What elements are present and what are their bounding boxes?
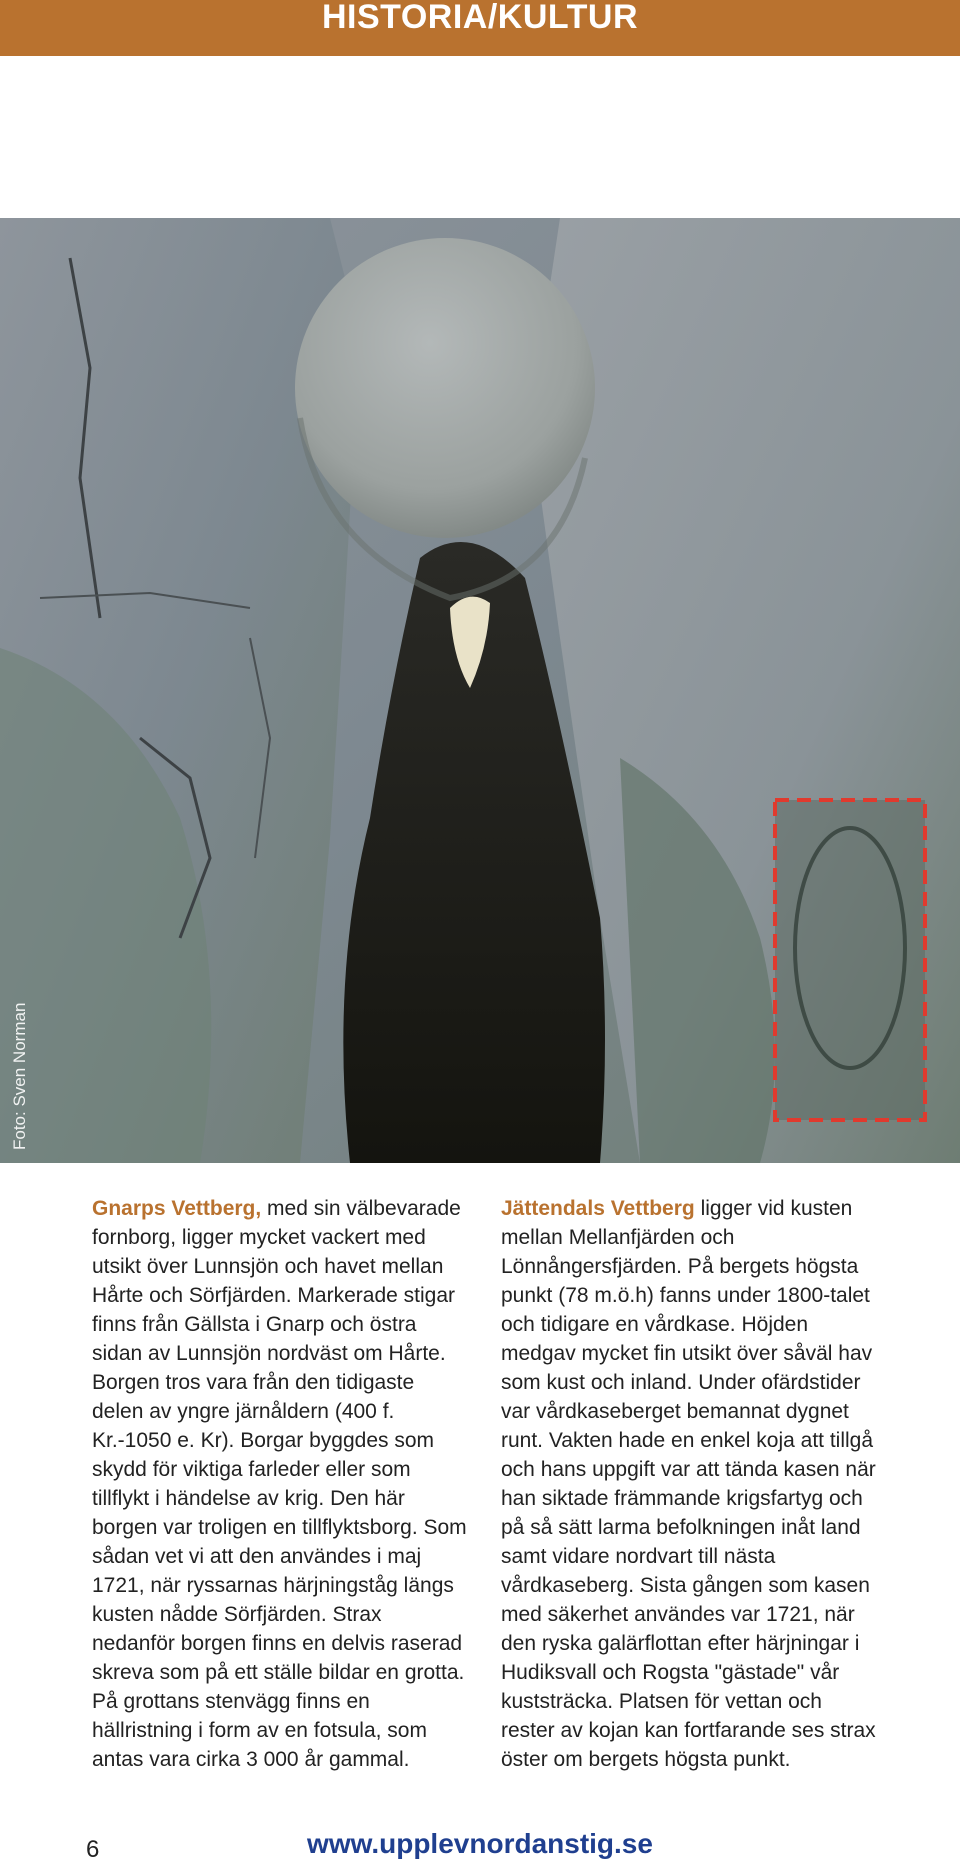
section-header xyxy=(0,0,960,56)
right-lead: Jättendals Vettberg xyxy=(501,1197,695,1220)
page-number: 6 xyxy=(86,1836,100,1863)
website-link[interactable]: www.upplevnordanstig.se xyxy=(307,1828,653,1859)
cave-illustration xyxy=(0,218,960,1163)
article-left xyxy=(92,1194,467,1774)
left-lead: Gnarps Vettberg, xyxy=(92,1197,262,1220)
right-body: ligger vid kusten mellan Mellanfjärden och Lönnångersfjärden. På bergets högsta punkt (78 m.ö.h) fanns under 1800-talet och tidigare en vårdkase. Höjden medgav mycket fin utsikt över såväl hav som kust och inland. Under ofärdstider var vårdkaseberget bemannat dygnet runt. Vakten hade en enkel koja att tillgå och hans uppgift var att tända kasen när han siktade främmande krigsfartyg och på så sätt larma befolkningen inåt land samt vidare nordvart till nästa vårdkaseberg. Sista gången som kasen med säkerhet användes var 1721, när den ryska galärflottan efter härjningar i Hudiksvall och Rogsta "gästade" vår kuststräcka. Platsen för vettan och rester av kojan kan fortfarande ses strax öster om bergets högsta punkt. xyxy=(501,1197,876,1771)
cave-photo xyxy=(0,218,960,1163)
section-title: HISTORIA/KULTUR xyxy=(321,0,638,36)
left-body: med sin välbevarade fornborg, ligger mycket vackert med utsikt över Lunnsjön och havet mellan Hårte och Sörfjärden. Markerade stigar finns från Gällsta i Gnarp och östra sidan av Lunnsjön nordväst om Hårte. Borgen tros vara från den tidigaste delen av yngre järnåldern (400 f. Kr.-1050 e. Kr). Borgar byggdes som skydd för viktiga farleder eller som tillflykt i händelse av krig. Den här borgen var troligen en tillflyktsborg. Som sådan vet vi att den användes i maj 1721, när ryssarnas härjningståg längs kusten nådde Sörfjärden. Strax nedanför borgen finns en delvis raserad skreva som på ett ställe bildar en grotta. På grottans stenvägg finns en hällristning i form av en fotsula, som antas vara cirka 3 000 år gammal. xyxy=(92,1197,467,1771)
photo-credit: Foto: Sven Norman xyxy=(10,1002,29,1150)
article-right xyxy=(501,1194,881,1774)
